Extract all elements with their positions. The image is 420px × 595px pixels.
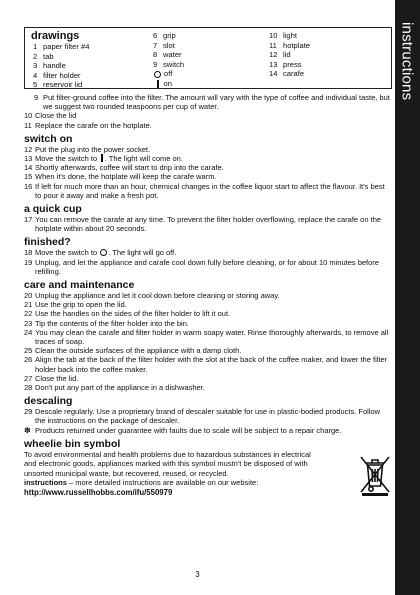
warning-step: ✽ Products returned under guarantee with faults due to scale will be subject to a repair charge.	[24, 425, 342, 435]
step: 11 Replace the carafe on the hotplate.	[24, 120, 152, 130]
step: 18 Move the switch to . The light will go off.	[24, 248, 177, 258]
step: 17 You can remove the carafe at any time. To prevent the filter holder overflowing, replace the carafe on the hotplate within about 20 seconds.	[24, 215, 382, 234]
step: 26 Align the tab at the back of the filter holder with the slot at the back of the coffee maker, and lower the filter holder back into the coffee maker.	[24, 355, 388, 374]
step: 16 If left for much more than an hour, chemical changes in the coffee liquor start to affect the flavour. It's best to pour it away and make a fresh pot.	[24, 181, 385, 200]
step: 13 Move the switch to . The light will come on.	[24, 154, 183, 164]
wheelie-section	[24, 450, 392, 498]
heading-quick-cup: a quick cup	[24, 203, 82, 216]
heading-care: care and maintenance	[24, 279, 135, 292]
part-item: 4 filter holder	[33, 70, 81, 80]
heading-wheelie-bin: wheelie bin symbol	[24, 437, 121, 450]
page-number: 3	[195, 570, 200, 579]
parts-title: drawings	[31, 30, 80, 42]
part-item: 10 light	[269, 31, 297, 40]
step: 27 Close the lid.	[24, 373, 79, 383]
parts-column-1	[33, 42, 89, 90]
part-item: 14 carafe	[269, 69, 305, 79]
part-item: 12 lid	[269, 50, 291, 60]
side-tab-label: instructions	[398, 22, 416, 101]
descaling-steps	[24, 407, 392, 435]
step: 20 Unplug the appliance and let it cool down before cleaning or storing away.	[24, 291, 280, 301]
step: 22 Use the handles on the sides of the filter holder to lift it out.	[24, 309, 231, 319]
wheelie-text: To avoid environmental and health problems due to hazardous substances in electrical and electronic goods, appliances marked with this symbol mustn't be disposed of with unsorted municipal waste, but recovered, reused, or recycled.	[24, 449, 311, 478]
part-item: 9 switch	[153, 59, 185, 69]
finished-steps	[24, 248, 392, 276]
step: 25 Clean the outside surfaces of the appliance with a damp cloth.	[24, 346, 242, 356]
step: 12 Put the plug into the power socket.	[24, 144, 151, 154]
step: 24 You may clean the carafe and filter holder in warm soapy water. Rinse thoroughly afterwards, to remove all traces of soap.	[24, 327, 389, 347]
intro-steps	[24, 93, 392, 111]
parts-column-3	[269, 31, 310, 79]
page-content	[24, 27, 392, 498]
switch-on-icon	[157, 80, 159, 88]
part-item: 8 water	[153, 50, 182, 60]
step: 9 Put filter-ground coffee into the filter. The amount will vary with the type of coffee and individual taste, but we suggest two rounded teaspoons per cup of water.	[34, 93, 390, 112]
quick-cup-steps	[24, 215, 392, 233]
parts-column-2	[153, 31, 184, 89]
parts-box	[24, 27, 392, 89]
more-instructions: instructions – more detailed instructions are available on our website:	[24, 478, 259, 488]
step: 23 Tip the contents of the filter holder into the bin.	[24, 318, 189, 328]
part-item: 13 press	[269, 59, 302, 69]
switch-off-icon	[100, 249, 107, 256]
step: 28 Don't put any part of the appliance in a dishwasher.	[24, 383, 205, 393]
switch-on-icon	[101, 154, 103, 162]
heading-descaling: descaling	[24, 395, 73, 408]
heading-switch-on: switch on	[24, 132, 73, 145]
part-item: 5 reservoir lid	[33, 80, 83, 90]
warning-star-icon: ✽	[24, 425, 31, 435]
step: 21 Use the grip to open the lid.	[24, 300, 127, 310]
part-item: 2 tab	[33, 51, 54, 61]
care-steps	[24, 291, 392, 392]
part-item: 3 handle	[33, 61, 66, 71]
side-tab	[395, 0, 420, 595]
part-item: 11 hotplate	[269, 40, 311, 50]
website-url: http://www.russellhobbs.com/ifu/550979	[24, 487, 173, 497]
switch-on-steps	[24, 145, 392, 200]
part-item: 1 paper filter #4	[33, 42, 90, 51]
switch-off-icon	[154, 71, 161, 78]
step: 19 Unplug, and let the appliance and carafe cool down fully before cleaning, or for about 10 minutes before refilling.	[24, 257, 379, 276]
crossed-wheelie-bin-icon	[358, 454, 392, 496]
step: 29 Descale regularly. Use a proprietary brand of descaler suitable for use in plastic-bodied products. Follow the instructions on the package of descaler.	[24, 407, 381, 426]
part-item-on: on	[153, 79, 184, 89]
intro-steps-cont	[24, 111, 392, 129]
part-item-off: off	[153, 69, 184, 79]
part-item: 6 grip	[153, 31, 176, 40]
part-item: 7 slot	[153, 40, 175, 50]
step: 14 Shortly afterwards, coffee will start to drip into the carafe.	[24, 163, 224, 173]
heading-finished: finished?	[24, 236, 71, 249]
step: 10 Close the lid	[24, 111, 77, 121]
step: 15 When it's done, the hotplate will keep the carafe warm.	[24, 172, 217, 182]
